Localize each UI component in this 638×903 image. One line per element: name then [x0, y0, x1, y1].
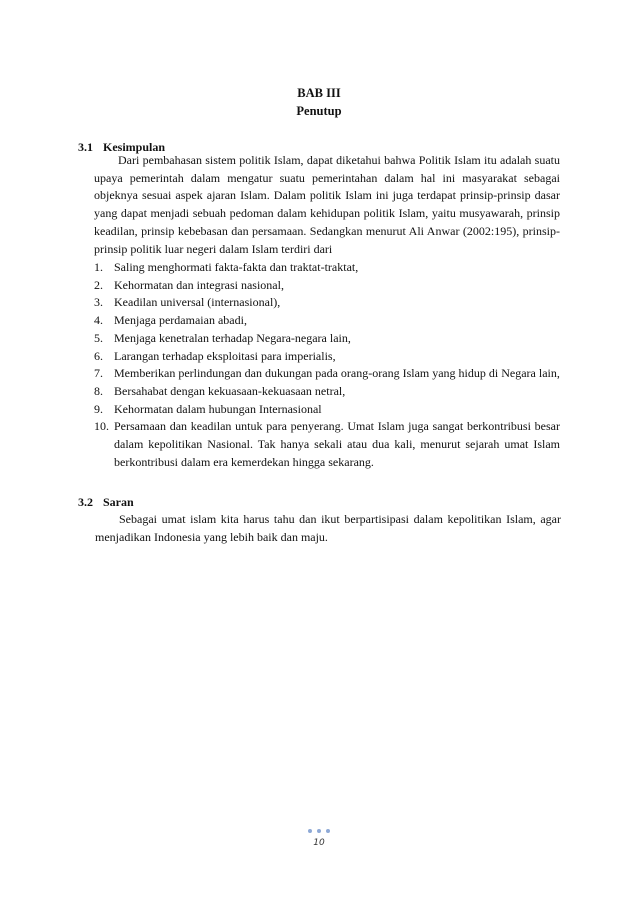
principles-list: [94, 259, 560, 471]
list-item-number: 9.: [94, 401, 103, 416]
list-item-number: 1.: [94, 260, 103, 274]
section-number: 3.2: [78, 495, 93, 509]
dot-icon: [326, 829, 330, 833]
list-item-text: Kehormatan dalam hubungan Internasional: [114, 401, 322, 416]
list-item: [94, 294, 560, 312]
list-item-number: 6.: [94, 348, 103, 363]
list-item: [94, 348, 560, 366]
section-title: Kesimpulan: [103, 140, 166, 154]
dot-icon: [308, 829, 312, 833]
list-item-number: 10.: [94, 419, 109, 434]
list-item-text: Kehormatan dan integrasi nasional,: [114, 277, 284, 292]
list-item-number: 7.: [94, 366, 103, 381]
dot-icon: [317, 829, 321, 833]
list-item-number: 3.: [94, 295, 103, 310]
chapter-number: BAB III: [297, 86, 341, 100]
list-item-text: Menjaga kenetralan terhadap Negara-negara lain,: [114, 330, 351, 345]
chapter-title: Penutup: [296, 104, 342, 118]
list-item-text: Keadilan universal (internasional),: [114, 295, 281, 310]
list-item-text: Menjaga perdamaian abadi,: [114, 313, 247, 328]
list-item: [94, 401, 560, 419]
section-title: Saran: [103, 495, 134, 509]
page-number: 10: [313, 838, 325, 848]
list-item: [94, 418, 560, 471]
list-item-text: Persamaan dan keadilan untuk para penyerang. Umat Islam juga sangat berkontribusi besar dalam kepolitikan Nasional. Tak hanya sekali atau dua kali, menurut sejarah umat Islam berkontribusi dalam era kemerdekan hingga sekarang.: [114, 419, 560, 469]
list-item: [94, 277, 560, 295]
list-item: [94, 365, 560, 383]
list-item-number: 5.: [94, 330, 103, 345]
footer-dots-icon: [308, 829, 332, 835]
list-item-text: Larangan terhadap eksploitasi para imperialis,: [114, 348, 336, 363]
suggestion-paragraph: Sebagai umat islam kita harus tahu dan ikut berpartisipasi dalam kepolitikan Islam, agar menjadikan Indonesia yang lebih baik dan maju.: [95, 512, 561, 544]
list-item-text: Bersahabat dengan kekuasaan-kekuasaan netral,: [114, 383, 346, 398]
list-item-text: Saling menghormati fakta-fakta dan traktat-traktat,: [114, 260, 359, 274]
list-item-number: 4.: [94, 313, 103, 328]
section-number: 3.1: [78, 140, 93, 154]
list-item-number: 8.: [94, 383, 103, 398]
list-item: [94, 312, 560, 330]
list-item: [94, 383, 560, 401]
list-item: [94, 330, 560, 348]
section-heading-saran: [78, 495, 134, 510]
list-item-number: 2.: [94, 277, 103, 292]
conclusion-paragraph: Dari pembahasan sistem politik Islam, dapat diketahui bahwa Politik Islam itu adalah suatu upaya pemerintah dalam mengatur suatu pemerintahan dalam hal ini masyarakat sebagai objeknya sesuai aspek ajaran Islam. Dalam politik Islam ini juga terdapat prinsip-prinsip dasar yang dapat menjadi sebuah pedoman dalam kehidupan politik Islam, yaitu musyawarah, prinsip keadilan, prinsip kebebasan dan persamaan. Sedangkan menurut Ali Anwar (2002:195), prinsip-prinsip politik luar negeri dalam Islam terdiri dari: [94, 153, 560, 256]
list-item: [94, 259, 560, 277]
list-item-text: Memberikan perlindungan dan dukungan pada orang-orang Islam yang hidup di Negara lain,: [114, 366, 560, 381]
